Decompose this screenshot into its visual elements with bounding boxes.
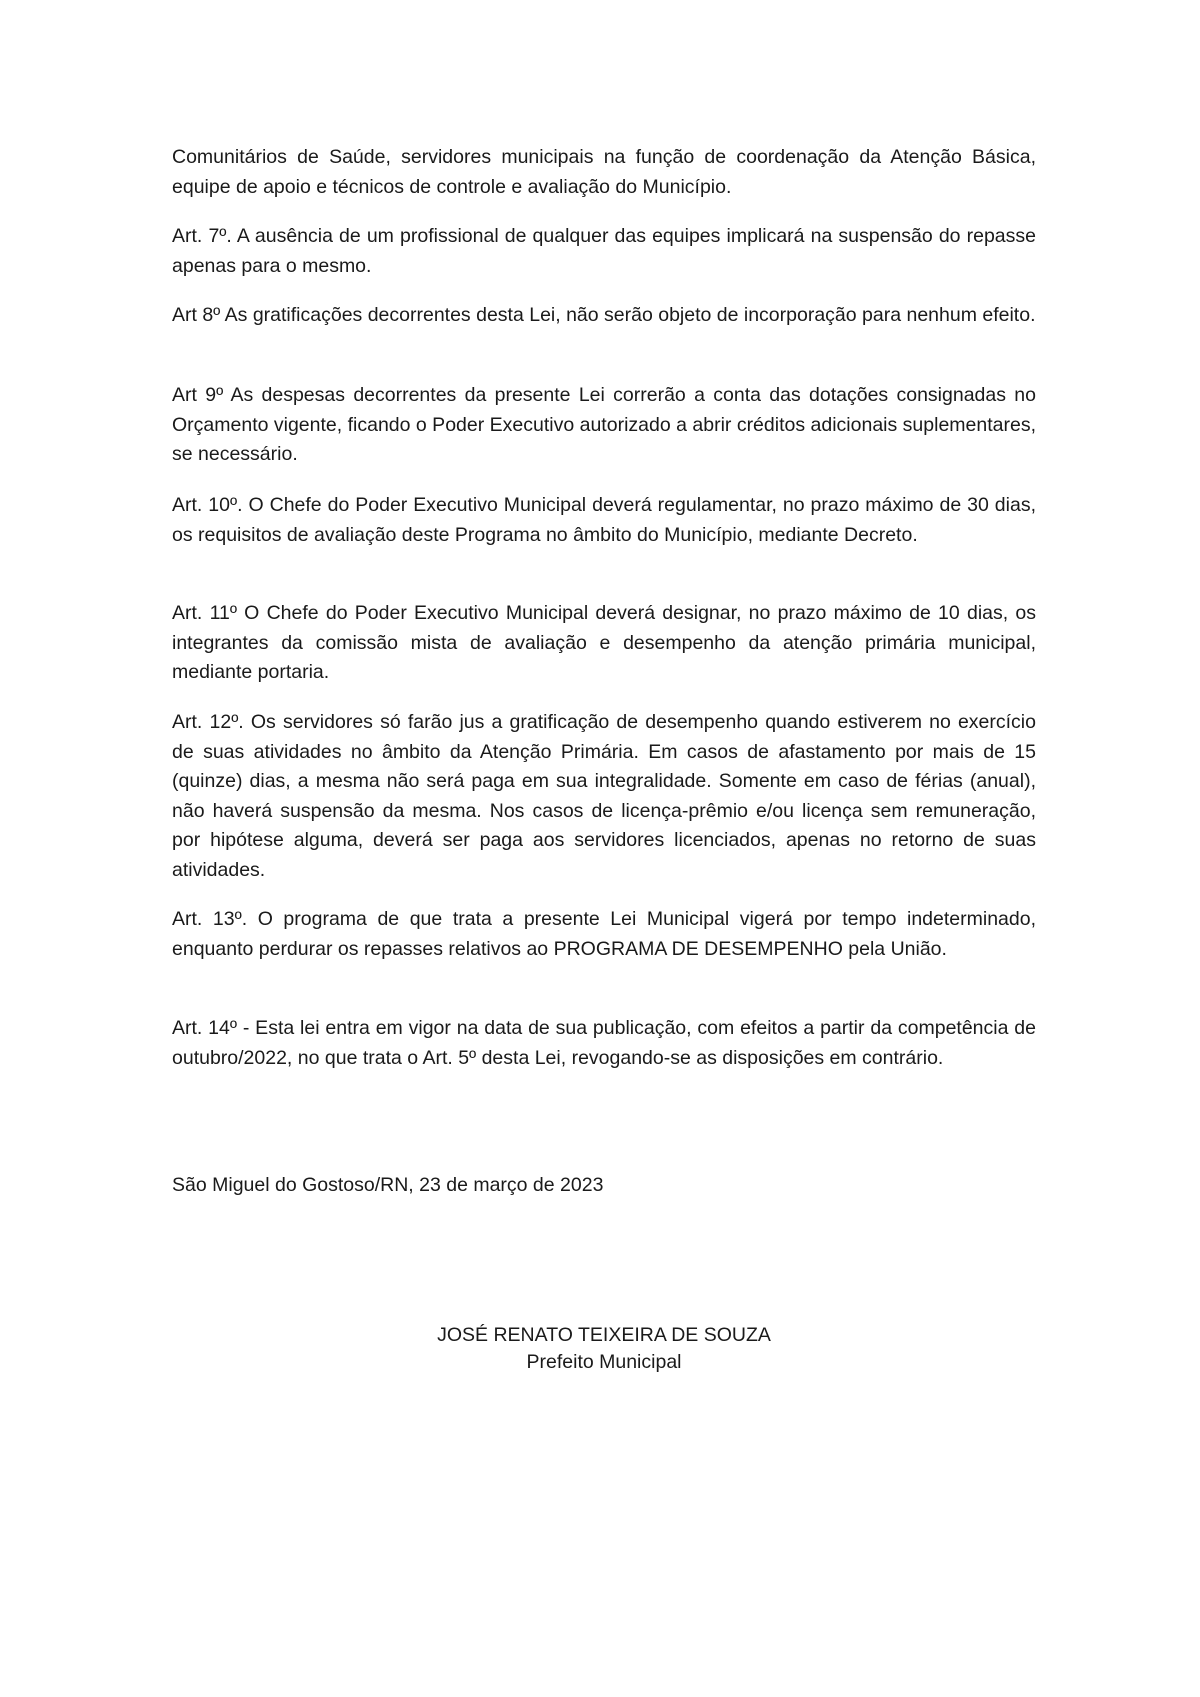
article-13: Art. 13º. O programa de que trata a presente Lei Municipal vigerá por tempo indeterminado, enquanto perdurar os repasses relativos ao PROGRAMA DE DESEMPENHO pela União. <box>172 908 1036 960</box>
signatory-title: Prefeito Municipal <box>526 1351 682 1373</box>
article-11: Art. 11º O Chefe do Poder Executivo Municipal deverá designar, no prazo máximo de 10 dias, os integrantes da comissão mista de avaliação e desempenho da atenção primária municipal, mediante portaria. <box>172 602 1036 683</box>
article-7: Art. 7º. A ausência de um profissional de qualquer das equipes implicará na suspensão do repasse apenas para o mesmo. <box>172 225 1036 277</box>
signatory-name: JOSÉ RENATO TEIXEIRA DE SOUZA <box>437 1324 771 1346</box>
article-12: Art. 12º. Os servidores só farão jus a gratificação de desempenho quando estiverem no exercício de suas atividades no âmbito da Atenção Primária. Em casos de afastamento por mais de 15 (quinze) dias, a mesma não será paga em sua integralidade. Somente em caso de férias (anual), não haverá suspensão da mesma. Nos casos de licença-prêmio e/ou licença sem remuneração, por hipótese alguma, deverá ser paga aos servidores licenciados, apenas no retorno de suas atividades. <box>172 711 1036 881</box>
date-line: São Miguel do Gostoso/RN, 23 de março de 2023 <box>172 1174 604 1196</box>
article-10: Art. 10º. O Chefe do Poder Executivo Municipal deverá regulamentar, no prazo máximo de 30 dias, os requisitos de avaliação deste Programa no âmbito do Município, mediante Decreto. <box>172 494 1036 546</box>
article-9: Art 9º As despesas decorrentes da presente Lei correrão a conta das dotações consignadas no Orçamento vigente, ficando o Poder Executivo autorizado a abrir créditos adicionais suplementares, se necessário. <box>172 384 1036 465</box>
article-8: Art 8º As gratificações decorrentes desta Lei, não serão objeto de incorporação para nenhum efeito. <box>172 304 1036 326</box>
article-14: Art. 14º - Esta lei entra em vigor na data de sua publicação, com efeitos a partir da competência de outubro/2022, no que trata o Art. 5º desta Lei, revogando-se as disposições em contrário. <box>172 1017 1036 1069</box>
paragraph-continuation: Comunitários de Saúde, servidores municipais na função de coordenação da Atenção Básica, equipe de apoio e técnicos de controle e avaliação do Município. <box>172 146 1036 198</box>
